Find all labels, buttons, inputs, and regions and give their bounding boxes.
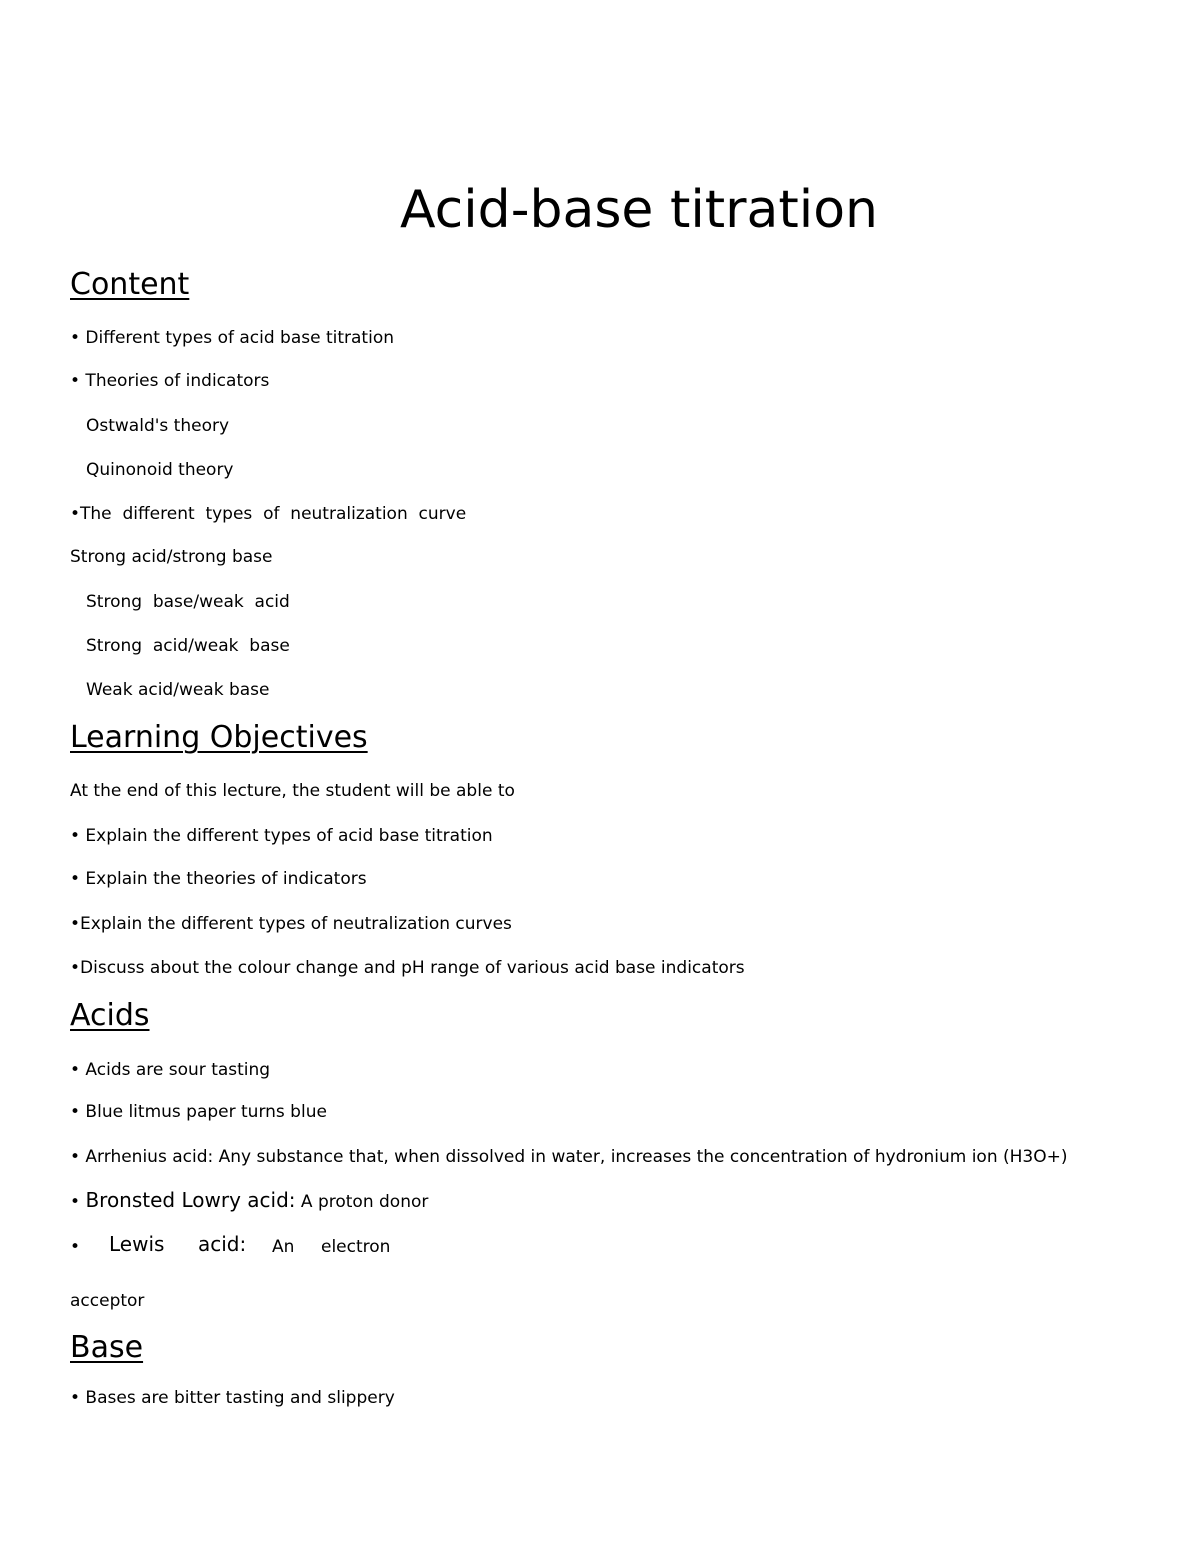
lewis-continuation: acceptor — [70, 1291, 145, 1311]
content-subitem: Strong acid/weak base — [86, 636, 290, 656]
content-subitem: Weak acid/weak base — [86, 680, 270, 700]
acids-heading: Acids — [70, 998, 150, 1033]
lewis-bullet: • — [70, 1237, 81, 1257]
base-heading: Base — [70, 1330, 144, 1365]
content-subitem: Strong base/weak acid — [86, 592, 290, 612]
lewis-definition-word: electron — [321, 1237, 391, 1257]
content-heading: Content — [70, 267, 190, 302]
acids-item: • Arrhenius acid: Any substance that, when dissolved in water, increases the concentration of hydronium ion (H3O+) — [70, 1147, 1068, 1167]
content-subitem: Strong acid/strong base — [70, 547, 273, 567]
objectives-intro: At the end of this lecture, the student will be able to — [70, 781, 515, 801]
bronsted-definition: A proton donor — [300, 1192, 429, 1212]
lewis-term-word: acid: — [198, 1232, 247, 1256]
bronsted-term: Bronsted Lowry acid: — [85, 1188, 296, 1212]
lewis-definition-word: An — [272, 1237, 295, 1257]
lewis-term-word: Lewis — [109, 1232, 165, 1256]
lewis-acid-item — [70, 1232, 410, 1260]
content-item: • Different types of acid base titration — [70, 328, 394, 348]
bronsted-bullet: • — [70, 1192, 81, 1212]
document-title: Acid-base titration — [399, 180, 879, 240]
objective-item: •Explain the different types of neutralization curves — [70, 914, 512, 934]
bronsted-lowry-item — [70, 1189, 428, 1213]
content-item: • Theories of indicators — [70, 371, 270, 391]
content-subitem: Quinonoid theory — [86, 460, 234, 480]
objectives-heading: Learning Objectives — [70, 720, 368, 755]
objective-item: •Discuss about the colour change and pH range of various acid base indicators — [70, 958, 745, 978]
objective-item: • Explain the different types of acid base titration — [70, 826, 493, 846]
content-subitem: Ostwald's theory — [86, 416, 230, 436]
acids-item: • Acids are sour tasting — [70, 1060, 271, 1080]
base-item: • Bases are bitter tasting and slippery — [70, 1388, 395, 1408]
content-item: •The different types of neutralization curve — [70, 504, 467, 524]
objective-item: • Explain the theories of indicators — [70, 869, 367, 889]
acids-item: • Blue litmus paper turns blue — [70, 1102, 327, 1122]
